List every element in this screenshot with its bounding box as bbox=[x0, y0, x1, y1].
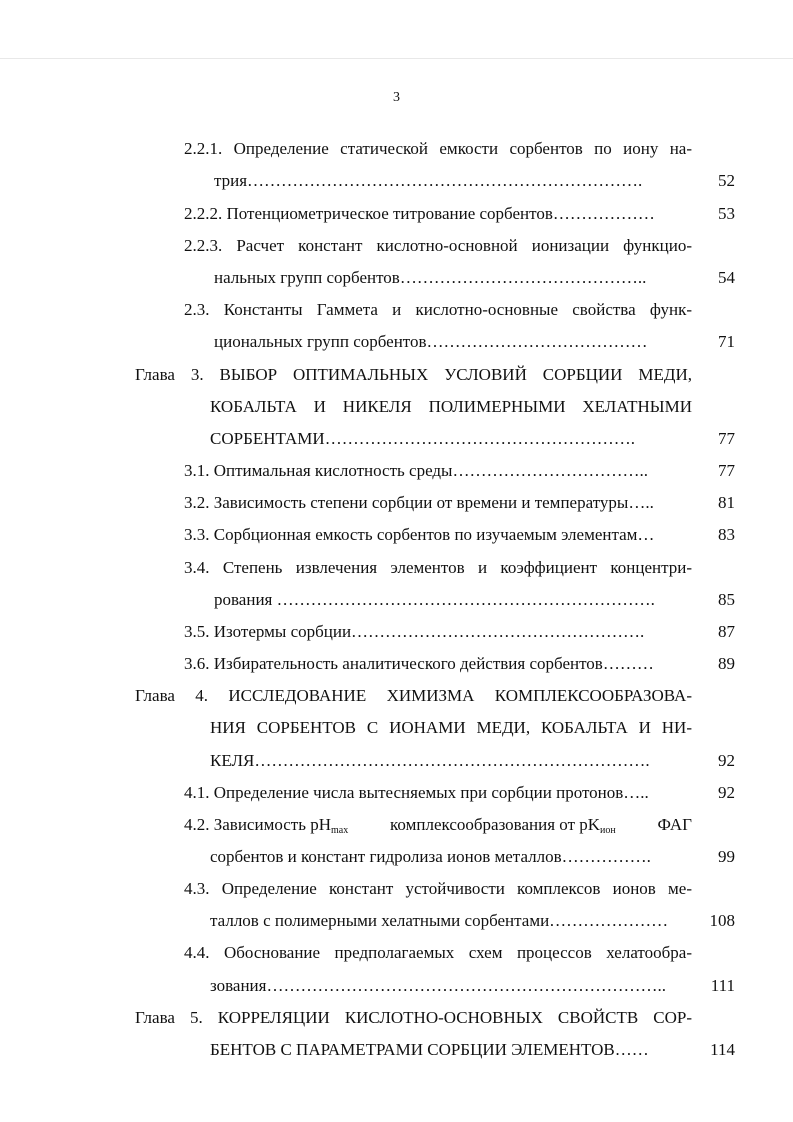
toc-entry-text: циональных групп сорбентов………………………………… bbox=[214, 332, 648, 351]
toc-page-number: 114 bbox=[710, 1040, 735, 1059]
page-number: 3 bbox=[393, 90, 400, 105]
scan-edge-line bbox=[0, 58, 793, 59]
toc-chapter-title: Глава 4. ИССЛЕДОВАНИЕ ХИМИЗМА КОМПЛЕКСООБРАЗОВА- bbox=[135, 686, 692, 705]
toc-page-number: 83 bbox=[718, 525, 735, 544]
toc-entry-text: нальных групп сорбентов…………………………………….. bbox=[214, 268, 647, 287]
toc-chapter-title: Глава 5. КОРРЕЛЯЦИИ КИСЛОТНО-ОСНОВНЫХ СВОЙСТВ СОР- bbox=[135, 1008, 692, 1027]
toc-chapter-title: КЕЛЯ……………………………………………………………. bbox=[210, 751, 650, 770]
toc-text-fragment: комплексообразования от pK bbox=[390, 815, 601, 834]
toc-page-number: 77 bbox=[718, 461, 735, 480]
toc-chapter-title: СОРБЕНТАМИ………………………………………………. bbox=[210, 429, 635, 448]
toc-entry-text: 4.4. Обоснование предполагаемых схем процессов хелатообра- bbox=[184, 943, 692, 962]
toc-page-number: 71 bbox=[718, 332, 735, 351]
toc-entry-text: 3.6. Избирательность аналитического действия сорбентов……… bbox=[184, 654, 654, 673]
toc-page-number: 54 bbox=[718, 268, 735, 287]
toc-page-number: 53 bbox=[718, 204, 735, 223]
toc-entry-text: 3.4. Степень извлечения элементов и коэффициент концентри- bbox=[184, 558, 692, 577]
toc-chapter-title: КОБАЛЬТА И НИКЕЛЯ ПОЛИМЕРНЫМИ ХЕЛАТНЫМИ bbox=[210, 397, 692, 416]
toc-page-number: 52 bbox=[718, 171, 735, 190]
toc-entry-text: 2.2.3. Расчет констант кислотно-основной ионизации функцио- bbox=[184, 236, 692, 255]
toc-entry-text: 4.1. Определение числа вытесняемых при сорбции протонов….. bbox=[184, 783, 649, 802]
subscript-max: max bbox=[331, 825, 349, 836]
toc-entry-text: трия……………………………………………………………. bbox=[214, 171, 643, 190]
toc-chapter-title: БЕНТОВ С ПАРАМЕТРАМИ СОРБЦИИ ЭЛЕМЕНТОВ…… bbox=[210, 1040, 649, 1059]
toc-entry-text: зования…………………………………………………………….. bbox=[210, 976, 666, 995]
toc-entry-text: таллов с полимерными хелатными сорбентами………………… bbox=[210, 911, 669, 930]
toc-page-number: 85 bbox=[718, 590, 735, 609]
toc-entry-text: 3.3. Сорбционная емкость сорбентов по изучаемым элементам… bbox=[184, 525, 655, 544]
toc-entry-text bbox=[184, 814, 692, 836]
toc-page-number: 81 bbox=[718, 493, 735, 512]
toc-entry-text: 2.2.1. Определение статической емкости сорбентов по иону на- bbox=[184, 139, 692, 158]
toc-chapter-title: НИЯ СОРБЕНТОВ С ИОНАМИ МЕДИ, КОБАЛЬТА И НИ- bbox=[210, 718, 692, 737]
toc-entry-text-part bbox=[184, 814, 348, 836]
toc-entry-text: 3.5. Изотермы сорбции……………………………………………. bbox=[184, 622, 645, 641]
toc-entry-text-part bbox=[390, 814, 616, 836]
toc-page-number: 89 bbox=[718, 654, 735, 673]
toc-page-number: 77 bbox=[718, 429, 735, 448]
toc-page-number: 111 bbox=[710, 976, 735, 995]
toc-entry-text: сорбентов и констант гидролиза ионов металлов……………. bbox=[210, 847, 651, 866]
toc-page-number: 92 bbox=[718, 751, 735, 770]
toc-chapter-title: Глава 3. ВЫБОР ОПТИМАЛЬНЫХ УСЛОВИЙ СОРБЦИИ МЕДИ, bbox=[135, 365, 692, 384]
toc-page-number: 108 bbox=[709, 911, 735, 930]
toc-entry-text: 3.1. Оптимальная кислотность среды…………………………….. bbox=[184, 461, 648, 480]
toc-entry-text: 3.2. Зависимость степени сорбции от времени и температуры….. bbox=[184, 493, 654, 512]
toc-entry-text: рования …………………………………………………………. bbox=[214, 590, 655, 609]
subscript-ion: ион bbox=[600, 825, 616, 836]
toc-page-number: 99 bbox=[718, 847, 735, 866]
toc-text-fragment: 4.2. Зависимость pH bbox=[184, 815, 332, 834]
toc-entry-text: 2.3. Константы Гаммета и кислотно-основные свойства функ- bbox=[184, 300, 692, 319]
toc-page-number: 92 bbox=[718, 783, 735, 802]
toc-page-number: 87 bbox=[718, 622, 735, 641]
toc-entry-text: 4.3. Определение констант устойчивости комплексов ионов ме- bbox=[184, 879, 692, 898]
toc-text-fragment: ФАГ bbox=[657, 815, 692, 834]
toc-entry-text: 2.2.2. Потенциометрическое титрование сорбентов……………… bbox=[184, 204, 655, 223]
